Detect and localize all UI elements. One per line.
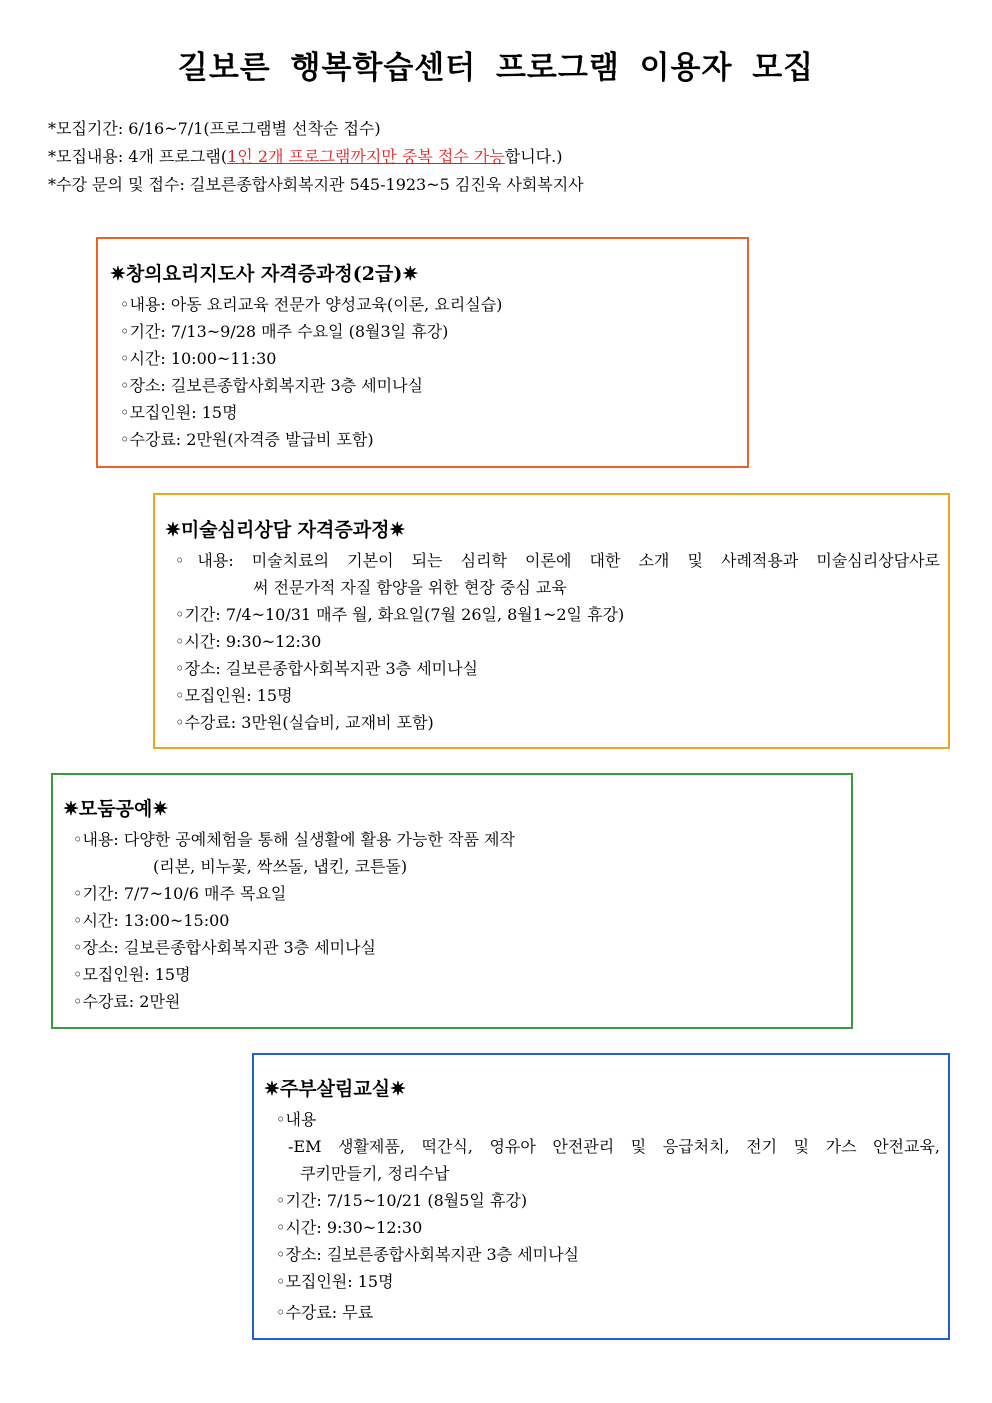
- program-box-cooking-instructor: [96, 237, 749, 468]
- program-fee: ◦수강료: 무료: [276, 1303, 374, 1322]
- program-content-continued: 써 전문가적 자질 함양을 위한 현장 중심 교육: [253, 578, 567, 597]
- program-content-continued-2: 쿠키만들기, 정리수납: [300, 1164, 450, 1183]
- program-period: ◦기간: 7/4~10/31 매주 월, 화요일(7월 26일, 8월1~2일 휴강): [175, 605, 625, 624]
- program-time: ◦시간: 9:30~12:30: [175, 632, 322, 651]
- program-content-continued: -EM 생활제품, 떡간식, 영유아 안전관리 및 응급처치, 전기 및 가스 안전교육,: [288, 1137, 940, 1156]
- program-box-art-therapy: [153, 493, 950, 749]
- program-content: ◦내용: [276, 1110, 317, 1129]
- program-capacity: ◦모집인원: 15명: [175, 686, 293, 705]
- program-title: ✷미술심리상담 자격증과정✷: [165, 519, 406, 541]
- program-content: ◦내용: 아동 요리교육 전문가 양성교육(이론, 요리실습): [120, 295, 503, 314]
- program-time: ◦시간: 13:00~15:00: [73, 911, 230, 930]
- program-fee: ◦수강료: 2만원(자격증 발급비 포함): [120, 430, 374, 449]
- program-period: ◦기간: 7/15~10/21 (8월5일 휴강): [276, 1191, 528, 1210]
- program-period: ◦기간: 7/13~9/28 매주 수요일 (8월3일 휴강): [120, 322, 449, 341]
- program-place: ◦장소: 길보른종합사회복지관 3층 세미나실: [73, 938, 377, 957]
- program-title: ✷창의요리지도사 자격증과정(2급)✷: [110, 263, 419, 285]
- program-capacity: ◦모집인원: 15명: [73, 965, 191, 984]
- program-capacity: ◦모집인원: 15명: [120, 403, 238, 422]
- program-box-homemaking: [252, 1053, 950, 1340]
- recruit-info: [48, 115, 584, 199]
- program-content: ◦내용: 미술치료의 기본이 되는 심리학 이론에 대한 소개 및 사례적용과 미술심리상담사로: [175, 551, 940, 570]
- recruit-content-prefix: *모집내용: 4개 프로그램(: [48, 147, 228, 166]
- recruit-period: *모집기간: 6/16~7/1(프로그램별 선착순 접수): [48, 119, 381, 138]
- program-title: ✷주부살림교실✷: [264, 1078, 406, 1100]
- program-period: ◦기간: 7/7~10/6 매주 목요일: [73, 884, 287, 903]
- program-time: ◦시간: 10:00~11:30: [120, 349, 277, 368]
- program-time: ◦시간: 9:30~12:30: [276, 1218, 423, 1237]
- program-title: ✷모둠공예✷: [63, 798, 169, 820]
- program-fee: ◦수강료: 3만원(실습비, 교재비 포함): [175, 713, 434, 732]
- recruit-contact: *수강 문의 및 접수: 길보른종합사회복지관 545-1923~5 김진욱 사회복지사: [48, 175, 584, 194]
- page-title: 길보른 행복학습센터 프로그램 이용자 모집: [177, 50, 815, 86]
- program-content: ◦내용: 다양한 공예체험을 통해 실생활에 활용 가능한 작품 제작: [73, 830, 515, 849]
- recruit-content-highlight: 1인 2개 프로그램까지만 중복 접수 가능: [227, 147, 505, 166]
- program-place: ◦장소: 길보른종합사회복지관 3층 세미나실: [175, 659, 479, 678]
- program-place: ◦장소: 길보른종합사회복지관 3층 세미나실: [120, 376, 424, 395]
- program-box-crafts: [51, 773, 853, 1029]
- program-content-continued: (리본, 비누꽃, 싹쓰돌, 냅킨, 코튼돌): [153, 857, 408, 876]
- recruit-content: [48, 143, 584, 171]
- program-place: ◦장소: 길보른종합사회복지관 3층 세미나실: [276, 1245, 580, 1264]
- program-capacity: ◦모집인원: 15명: [276, 1272, 394, 1291]
- program-fee: ◦수강료: 2만원: [73, 992, 181, 1011]
- recruit-content-suffix: 합니다.): [504, 147, 563, 166]
